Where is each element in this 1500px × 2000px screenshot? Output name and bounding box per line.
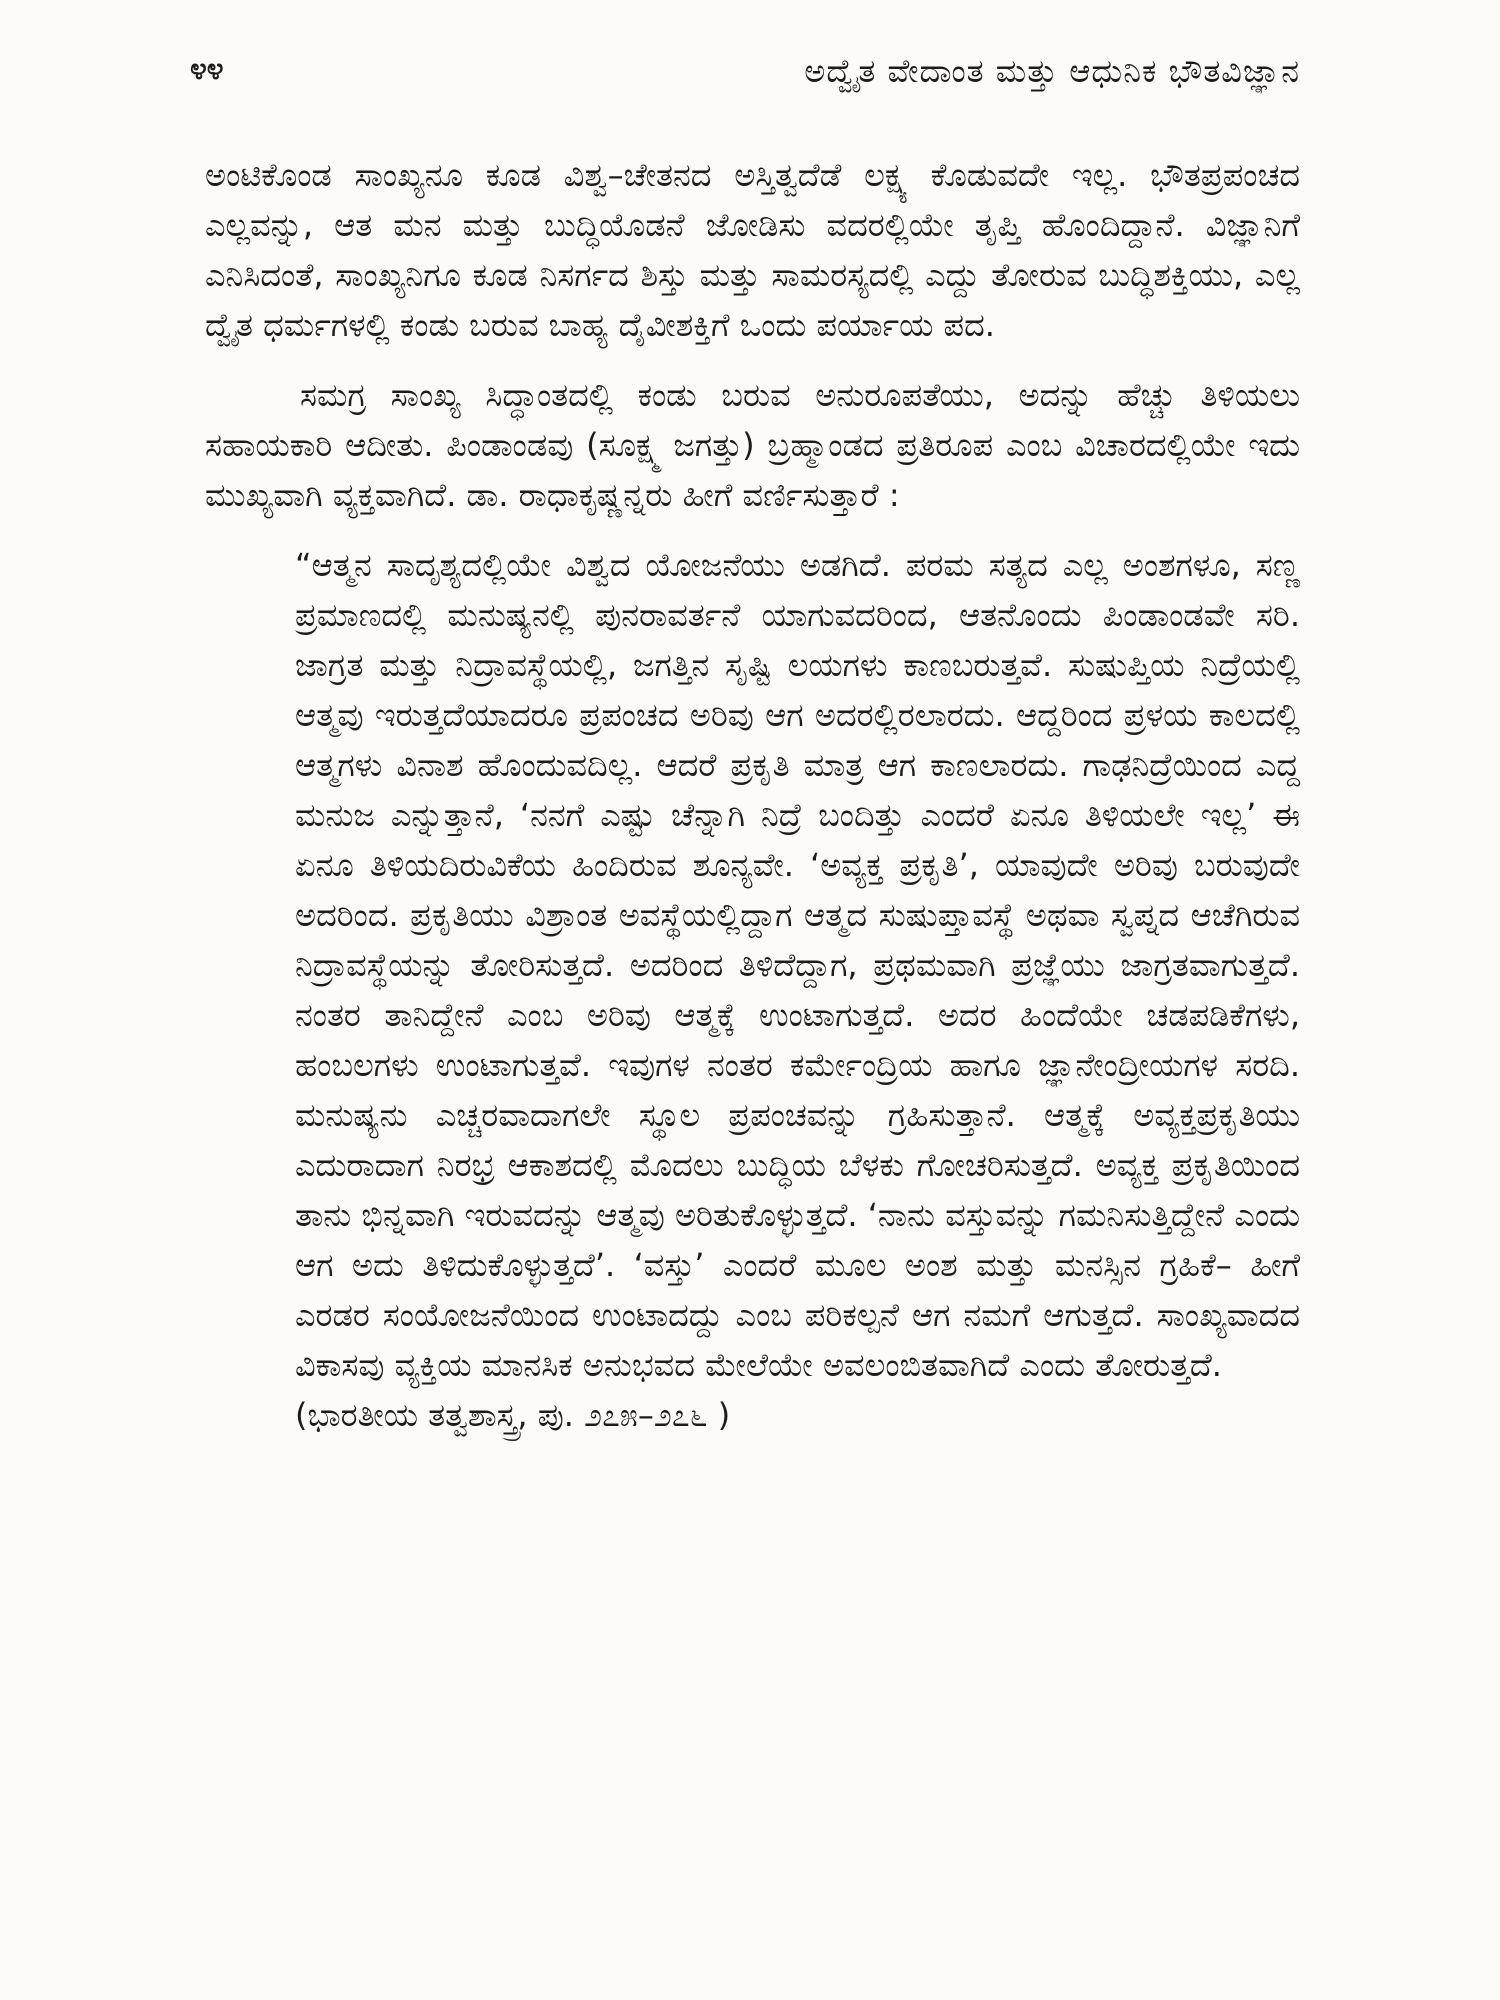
running-title: ಅದ್ವೈತ ವೇದಾಂತ ಮತ್ತು ಆಧುನಿಕ ಭೌತವಿಜ್ಞಾನ (804, 52, 1300, 90)
page-header (190, 52, 1300, 112)
paragraph-gap (205, 350, 1300, 370)
citation: (ಭಾರತೀಯ ತತ್ವಶಾಸ್ತ್ರ, ಪು. ೨೭೫–೨೭೬ ) (295, 1396, 731, 1434)
paragraph-1: ಅಂಟಿಕೊಂಡ ಸಾಂಖ್ಯನೂ ಕೂಡ ವಿಶ್ವ–ಚೇತನದ ಅಸ್ತಿತ್ವದೆಡೆ ಲಕ್ಷ್ಯ ಕೊಡುವದೇ ಇಲ್ಲ. ಭೌತಪ್ರಪಂಚದ ಎಲ್ಲವನ್ನು, ಆತ ಮನ ಮತ್ತು ಬುದ್ಧಿಯೊಡನೆ ಜೋಡಿಸು ವದರಲ್ಲಿಯೇ ತೃಪ್ತಿ ಹೊಂದಿದ್ದಾನೆ. ವಿಜ್ಞಾನಿಗೆ ಎನಿಸಿದಂತೆ, ಸಾಂಖ್ಯನಿಗೂ ಕೂಡ ನಿಸರ್ಗದ ಶಿಸ್ತು ಮತ್ತು ಸಾಮರಸ್ಯದಲ್ಲಿ ಎದ್ದು ತೋರುವ ಬುದ್ಧಿಶಕ್ತಿಯು, ಎಲ್ಲ ದ್ವೈತ ಧರ್ಮಗಳಲ್ಲಿ ಕಂಡು ಬರುವ ಬಾಹ್ಯ ದೈವೀಶಕ್ತಿಗೆ ಒಂದು ಪರ್ಯಾಯ ಪದ. (205, 156, 1300, 344)
paragraph-gap (205, 520, 1300, 540)
body-text (205, 150, 1300, 1440)
page-number: ೪೪ (190, 52, 224, 87)
paragraph-2: ಸಮಗ್ರ ಸಾಂಖ್ಯ ಸಿದ್ಧಾಂತದಲ್ಲಿ ಕಂಡು ಬರುವ ಅನುರೂಪತೆಯು, ಅದನ್ನು ಹೆಚ್ಚು ತಿಳಿಯಲು ಸಹಾಯಕಾರಿ ಆದೀತು. ಪಿಂಡಾಂಡವು (ಸೂಕ್ಷ್ಮ ಜಗತ್ತು) ಬ್ರಹ್ಮಾಂಡದ ಪ್ರತಿರೂಪ ಎಂಬ ವಿಚಾರದಲ್ಲಿಯೇ ಇದು ಮುಖ್ಯವಾಗಿ ವ್ಯಕ್ತವಾಗಿದೆ. ಡಾ. ರಾಧಾಕೃಷ್ಣನ್ನರು ಹೀಗೆ ವರ್ಣಿಸುತ್ತಾರೆ : (205, 376, 1300, 514)
block-quote (205, 540, 1300, 1390)
quote-text: “ಆತ್ಮನ ಸಾದೃಶ್ಯದಲ್ಲಿಯೇ ವಿಶ್ವದ ಯೋಜನೆಯು ಅಡಗಿದೆ. ಪರಮ ಸತ್ಯದ ಎಲ್ಲ ಅಂಶಗಳೂ, ಸಣ್ಣ ಪ್ರಮಾಣದಲ್ಲಿ ಮನುಷ್ಯನಲ್ಲಿ ಪುನರಾವರ್ತನೆ ಯಾಗುವದರಿಂದ, ಆತನೊಂದು ಪಿಂಡಾಂಡವೇ ಸರಿ. ಜಾಗ್ರತ ಮತ್ತು ನಿದ್ರಾವಸ್ಥೆಯಲ್ಲಿ, ಜಗತ್ತಿನ ಸೃಷ್ಟಿ ಲಯಗಳು ಕಾಣಬರುತ್ತವೆ. ಸುಷುಪ್ತಿಯ ನಿದ್ರೆಯಲ್ಲಿ ಆತ್ಮವು ಇರುತ್ತದೆಯಾದರೂ ಪ್ರಪಂಚದ ಅರಿವು ಆಗ ಅದರಲ್ಲಿರಲಾರದು. ಆದ್ದರಿಂದ ಪ್ರಳಯ ಕಾಲದಲ್ಲಿ ಆತ್ಮಗಳು ವಿನಾಶ ಹೊಂದುವದಿಲ್ಲ. ಆದರೆ ಪ್ರಕೃತಿ ಮಾತ್ರ ಆಗ ಕಾಣಲಾರದು. ಗಾಢನಿದ್ರೆಯಿಂದ ಎದ್ದ ಮನುಜ ಎನ್ನುತ್ತಾನೆ, ‘ನನಗೆ ಎಷ್ಟು ಚೆನ್ನಾಗಿ ನಿದ್ರೆ ಬಂದಿತ್ತು ಎಂದರೆ ಏನೂ ತಿಳಿಯಲೇ ಇಲ್ಲ’ ಈ ಏನೂ ತಿಳಿಯದಿರುವಿಕೆಯ ಹಿಂದಿರುವ ಶೂನ್ಯವೇ. ‘ಅವ್ಯಕ್ತ ಪ್ರಕೃತಿ’, ಯಾವುದೇ ಅರಿವು ಬರುವುದೇ ಅದರಿಂದ. ಪ್ರಕೃತಿಯು ವಿಶ್ರಾಂತ ಅವಸ್ಥೆಯಲ್ಲಿದ್ದಾಗ ಆತ್ಮದ ಸುಷುಪ್ತಾವಸ್ಥೆ ಅಥವಾ ಸ್ವಪ್ನದ ಆಚೆಗಿರುವ ನಿದ್ರಾವಸ್ಥೆಯನ್ನು ತೋರಿಸುತ್ತದೆ. ಅದರಿಂದ ತಿಳಿದೆದ್ದಾಗ, ಪ್ರಥಮವಾಗಿ ಪ್ರಜ್ಞೆಯು ಜಾಗ್ರತವಾಗುತ್ತದೆ. ನಂತರ ತಾನಿದ್ದೇನೆ ಎಂಬ ಅರಿವು ಆತ್ಮಕ್ಕೆ ಉಂಟಾಗುತ್ತದೆ. ಅದರ ಹಿಂದೆಯೇ ಚಡಪಡಿಕೆಗಳು, ಹಂಬಲಗಳು ಉಂಟಾಗುತ್ತವೆ. ಇವುಗಳ ನಂತರ ಕರ್ಮೇಂದ್ರಿಯ ಹಾಗೂ ಜ್ಞಾನೇಂದ್ರೀಯಗಳ ಸರದಿ. ಮನುಷ್ಯನು ಎಚ್ಚರವಾದಾಗಲೇ ಸ್ಥೂಲ ಪ್ರಪಂಚವನ್ನು ಗ್ರಹಿಸುತ್ತಾನೆ. ಆತ್ಮಕ್ಕೆ ಅವ್ಯಕ್ತಪ್ರಕೃತಿಯು ಎದುರಾದಾಗ ನಿರಭ್ರ ಆಕಾಶದಲ್ಲಿ ಮೊದಲು ಬುದ್ಧಿಯ ಬೆಳಕು ಗೋಚರಿಸುತ್ತದೆ. ಅವ್ಯಕ್ತ ಪ್ರಕೃತಿಯಿಂದ ತಾನು ಭಿನ್ನವಾಗಿ ಇರುವದನ್ನು ಆತ್ಮವು ಅರಿತುಕೊಳ್ಳುತ್ತದೆ. ‘ನಾನು ವಸ್ತುವನ್ನು ಗಮನಿಸುತ್ತಿದ್ದೇನೆ ಎಂದು ಆಗ ಅದು ತಿಳಿದುಕೊಳ್ಳುತ್ತದೆ’. ‘ವಸ್ತು’ ಎಂದರೆ ಮೂಲ ಅಂಶ ಮತ್ತು ಮನಸ್ಸಿನ ಗ್ರಹಿಕೆ– ಹೀಗೆ ಎರಡರ ಸಂಯೋಜನೆಯಿಂದ ಉಂಟಾದದ್ದು ಎಂಬ ಪರಿಕಲ್ಪನೆ ಆಗ ನಮಗೆ ಆಗುತ್ತದೆ. ಸಾಂಖ್ಯವಾದದ ವಿಕಾಸವು ವ್ಯಕ್ತಿಯ ಮಾನಸಿಕ ಅನುಭವದ ಮೇಲೆಯೇ ಅವಲಂಬಿತವಾಗಿದೆ ಎಂದು ತೋರುತ್ತದೆ. (295, 546, 1300, 1384)
